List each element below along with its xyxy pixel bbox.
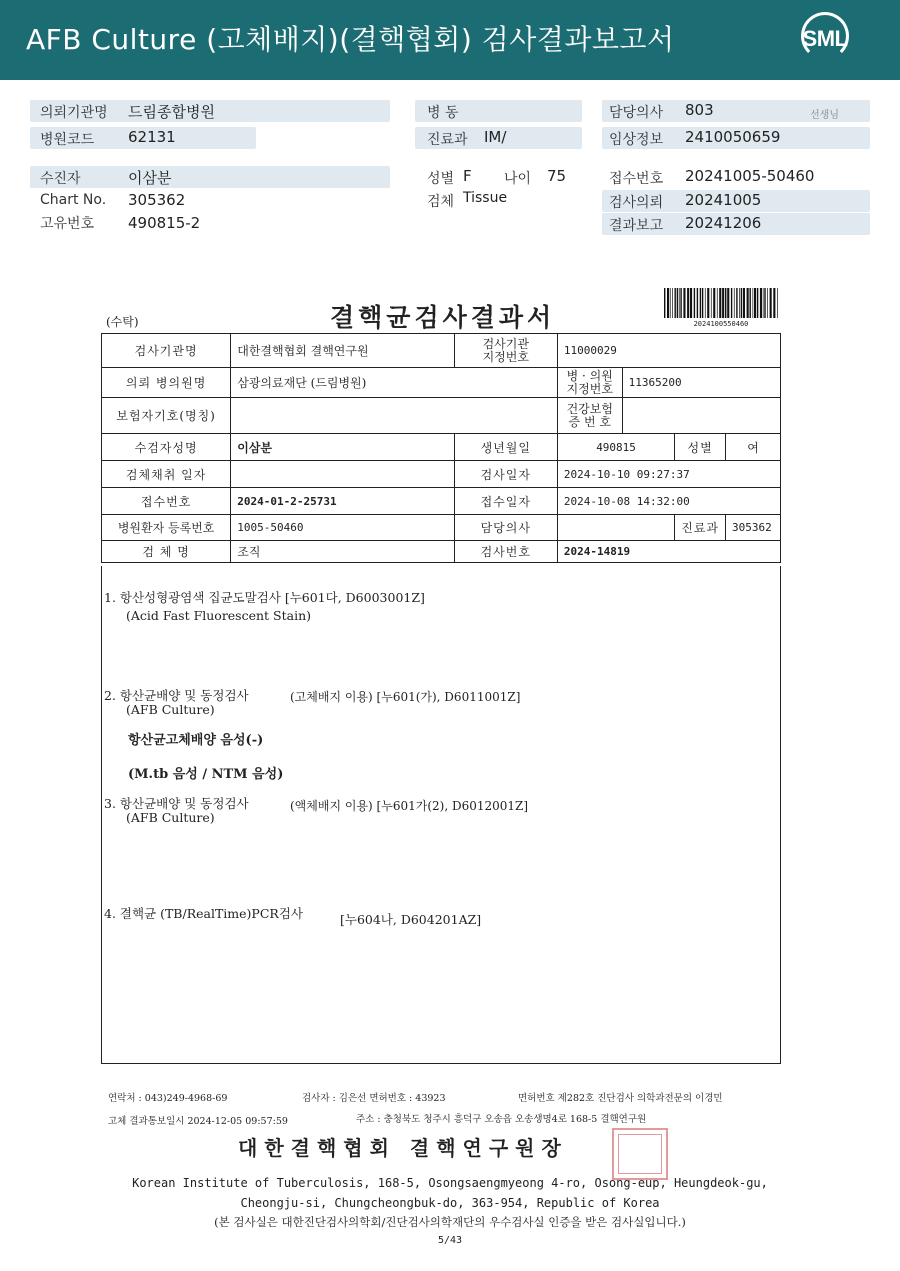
barcode-bar <box>754 288 756 318</box>
tb-doctor-label: 담당의사 <box>454 515 557 541</box>
lab-id-label: 검사기관 지정번호 <box>454 334 557 368</box>
age-label: 나이 <box>504 171 532 187</box>
lab-id-value: 11000029 <box>557 334 780 368</box>
barcode-bar <box>697 288 698 318</box>
barcode-bar <box>705 288 706 318</box>
age-value: 75 <box>547 167 567 185</box>
institution-value: 드림종합병원 <box>128 103 215 121</box>
barcode-bar <box>741 288 742 318</box>
footer-certification: (본 검사실은 대한진단검사의학회/진단검사의학재단의 우수검사실 인증을 받은 검사실입니다.) <box>214 1215 686 1229</box>
item2-sub: (AFB Culture) <box>126 702 215 717</box>
item4-code: [누604나, D604201AZ] <box>340 912 482 927</box>
department-value: IM/ <box>484 128 507 146</box>
item1-sub: (Acid Fast Fluorescent Stain) <box>126 608 312 623</box>
barcode-bar <box>739 288 740 318</box>
barcode-bar <box>687 288 689 318</box>
chart-label: Chart No. <box>40 192 107 208</box>
dept-label: 진료과 <box>675 515 726 541</box>
barcode-bar <box>690 288 692 318</box>
reg-label: 병원환자 등록번호 <box>102 515 231 541</box>
tb-patient-value: 이삼분 <box>231 434 454 461</box>
lab-name-label: 검사기관명 <box>102 334 231 368</box>
footer-contact: 연락처 : 043)249-4968-69 <box>108 1093 228 1104</box>
collect-date-label: 검체채취 일자 <box>102 461 231 488</box>
chart-value: 305362 <box>128 191 186 209</box>
doc-recipient: (수탁) <box>106 315 139 329</box>
tb-sex-label: 성별 <box>675 434 726 461</box>
reg-value: 1005-50460 <box>231 515 454 541</box>
footer-director: 면허번호 제282호 진단검사 의학과전문의 이경민 <box>518 1093 723 1104</box>
report-date-value: 20241206 <box>685 214 762 232</box>
item3-medium: (액체배지 이용) [누601가(2), D6012001Z] <box>290 799 529 813</box>
item3-title: 3. 항산균배양 및 동정검사 <box>104 796 249 811</box>
institute-name: 대한결핵협회 결핵연구원장 <box>238 1136 568 1160</box>
item2-medium: (고체배지 이용) [누601(가), D6011001Z] <box>290 690 521 704</box>
hospital-code-value: 62131 <box>128 128 176 146</box>
barcode-number: 2024100550460 <box>693 320 749 328</box>
clinic-value: 삼광의료재단 (드림병원) <box>231 368 558 398</box>
insurance-value <box>622 398 780 434</box>
item1-title: 1. 항산성형광염색 집균도말검사 [누601다, D6003001Z] <box>104 590 425 605</box>
tb-specimen-label: 검 체 명 <box>102 541 231 563</box>
footer-address-en-2: Cheongju-si, Chungcheongbuk-do, 363-954, Republic of Korea <box>240 1196 660 1210</box>
insured-label: 보험자기호(명칭) <box>102 398 231 434</box>
barcode-bar <box>763 288 764 318</box>
barcode-bar <box>760 288 762 318</box>
unique-id-value: 490815-2 <box>128 214 201 232</box>
barcode-bar <box>667 288 669 318</box>
unique-id-label: 고유번호 <box>40 216 95 232</box>
request-label: 검사의뢰 <box>609 195 664 211</box>
barcode-bar <box>711 288 712 318</box>
specimen-value: Tissue <box>463 190 508 206</box>
barcode-bar <box>719 288 721 318</box>
request-value: 20241005 <box>685 191 762 209</box>
barcode-bar <box>767 288 768 318</box>
barcode-bar <box>713 288 715 318</box>
sml-logo <box>795 12 855 68</box>
barcode-bar <box>670 288 671 318</box>
institution-label: 의뢰기관명 <box>40 105 108 121</box>
barcode-bar <box>764 288 765 318</box>
barcode-icon <box>663 288 779 318</box>
page-number: 5/43 <box>437 1235 463 1246</box>
official-seal-icon <box>612 1128 668 1180</box>
footer-address-kr: 주소 : 충청북도 청주시 흥덕구 오송읍 오송생명4로 168-5 결핵연구원 <box>356 1114 647 1125</box>
collect-date-value <box>231 461 454 488</box>
barcode-bar <box>717 288 718 318</box>
barcode-bar <box>753 288 754 318</box>
footer-report-time: 고체 결과통보일시 2024-12-05 09:57:59 <box>108 1116 288 1127</box>
patient-value: 이삼분 <box>128 169 172 187</box>
barcode-bar <box>725 288 726 318</box>
receipt-value: 20241005-50460 <box>685 167 815 185</box>
item2-result-mtb: (M.tb 음성 / NTM 음성) <box>128 767 284 782</box>
insurance-label: 건강보험 증 번 호 <box>557 398 622 434</box>
tb-specimen-value: 조직 <box>231 541 454 563</box>
barcode-bar <box>743 288 745 318</box>
department-label: 진료과 <box>427 132 468 148</box>
report-date-label: 결과보고 <box>609 218 664 234</box>
barcode-bar <box>747 288 749 318</box>
item4-title: 4. 결핵균 (TB/RealTime)PCR검사 <box>104 906 303 921</box>
info-row-patient <box>30 166 390 188</box>
tb-receipt-value: 2024-01-2-25731 <box>231 488 454 515</box>
barcode-bar <box>734 288 735 318</box>
barcode-bar <box>672 288 673 318</box>
clinic-id-label: 병 · 의원 지정번호 <box>557 368 622 398</box>
receipt-label: 접수번호 <box>609 171 664 187</box>
patient-label: 수진자 <box>40 171 81 187</box>
doctor-value: 803 <box>685 101 714 119</box>
barcode-bar <box>736 288 737 318</box>
birth-value: 490815 <box>557 434 674 461</box>
test-no-label: 검사번호 <box>454 541 557 563</box>
tb-doctor-value <box>557 515 674 541</box>
specimen-label: 검체 <box>427 194 455 210</box>
tb-sex-value: 여 <box>726 434 781 461</box>
barcode-bar <box>750 288 751 318</box>
sex-value: F <box>463 167 472 185</box>
hospital-code-label: 병원코드 <box>40 132 95 148</box>
receipt-date-label: 접수일자 <box>454 488 557 515</box>
barcode-bar <box>683 288 685 318</box>
clinical-label: 임상정보 <box>609 132 664 148</box>
barcode-bar <box>757 288 758 318</box>
dept-value: 305362 <box>726 515 781 541</box>
barcode-bar <box>777 288 778 318</box>
test-date-value: 2024-10-10 09:27:37 <box>557 461 780 488</box>
tb-patient-label: 수검자성명 <box>102 434 231 461</box>
clinic-label: 의뢰 병의원명 <box>102 368 231 398</box>
report-header <box>0 0 900 80</box>
doctor-note: 선생님 <box>810 110 839 121</box>
barcode-bar <box>700 288 701 318</box>
barcode-bar <box>770 288 772 318</box>
barcode-bar <box>675 288 676 318</box>
doc-title: 결핵균검사결과서 <box>330 303 556 332</box>
barcode-bar <box>664 288 665 318</box>
barcode-bar <box>722 288 724 318</box>
barcode-bar <box>702 288 703 318</box>
logo-text: SML <box>802 26 848 51</box>
doc-info-table <box>101 333 781 563</box>
footer-tester: 검사자 : 김은선 면허번호 : 43923 <box>302 1093 446 1104</box>
receipt-date-value: 2024-10-08 14:32:00 <box>557 488 780 515</box>
tb-receipt-label: 접수번호 <box>102 488 231 515</box>
ward-label: 병 동 <box>427 105 459 121</box>
clinical-value: 2410050659 <box>685 128 781 146</box>
barcode-bar <box>727 288 729 318</box>
barcode-bar <box>731 288 732 318</box>
insured-value <box>231 398 558 434</box>
clinic-id-value: 11365200 <box>622 368 780 398</box>
doctor-label: 담당의사 <box>609 105 664 121</box>
sex-label: 성별 <box>427 171 455 187</box>
footer-address-en-1: Korean Institute of Tuberculosis, 168-5, Osongsaengmyeong 4-ro, Osong-eup, Heungdeok-gu, <box>132 1176 768 1190</box>
test-date-label: 검사일자 <box>454 461 557 488</box>
item2-result-culture: 항산균고체배양 음성(-) <box>128 733 264 748</box>
birth-label: 생년월일 <box>454 434 557 461</box>
test-no-value: 2024-14819 <box>557 541 780 563</box>
barcode-bar <box>677 288 678 318</box>
barcode-bar <box>773 288 775 318</box>
barcode-bar <box>694 288 695 318</box>
item2-title: 2. 항산균배양 및 동정검사 <box>104 688 249 703</box>
barcode-bar <box>680 288 681 318</box>
lab-name-value: 대한결핵협회 결핵연구원 <box>231 334 454 368</box>
item3-sub: (AFB Culture) <box>126 810 215 825</box>
barcode-bar <box>679 288 680 318</box>
barcode-bar <box>707 288 709 318</box>
report-title: AFB Culture (고체배지)(결핵협회) 검사결과보고서 <box>26 23 675 56</box>
